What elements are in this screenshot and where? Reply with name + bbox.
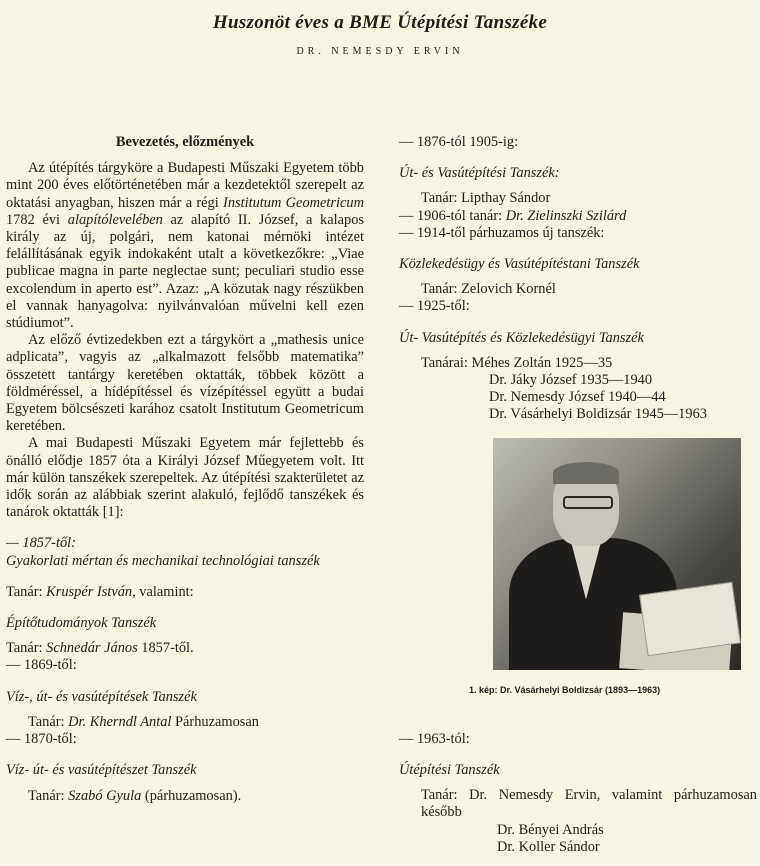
year-1869: — 1869-től: [6,657,77,674]
teacher-1876: Tanár: Lipthay Sándor [421,190,551,207]
teacher-1914: Tanár: Zelovich Kornél [421,281,556,298]
teacher-1870-note: (párhuzamosan). [141,787,242,804]
year-1925: — 1925-től: [399,298,470,315]
teacher-1869-label: Tanár: [28,713,69,730]
paragraph-1 [6,160,364,332]
p1-text-a: Az útépítés tárgyköre a Budapesti Műszaki Egyetem több mint 200 éves előtörténetében már a kezdetektől szerepelt az oktatási anyagban, hiszen már a régi [6,160,364,211]
right-column [399,134,757,856]
teacher-1857-suffix: valamint: [135,583,194,600]
teacher-1857-label: Tanár: [6,583,47,600]
year-1870: — 1870-től: [6,731,77,748]
chair-epitotudomanyok: Építőtudományok Tanszék [6,615,157,632]
teacher-epito-label: Tanár: [6,640,47,657]
teachers-label: Tanárai: [421,354,472,371]
teacher-1906 [399,208,757,225]
photo-glasses-shape [563,496,613,509]
chair-1963: Útépítési Tanszék [399,762,500,779]
chair-1870: Víz- út- és vasútépítészet Tanszék [6,762,197,779]
article-title: Huszonöt éves a BME Útépítési Tanszéke [212,12,548,33]
teacher-1869-note: Párhuzamosan [171,713,259,730]
teacher-1906-name: Dr. Zielinszki Szilárd [505,207,627,224]
year-1914: — 1914-től párhuzamos új tanszék: [399,224,605,241]
teacher-koller: Dr. Koller Sándor [497,838,600,855]
teacher-mehes: Méhes Zoltán 1925—35 [471,354,613,371]
teacher-1870-name: Szabó Gyula [68,787,142,804]
photo-hair-shape [553,462,619,484]
section-heading: Bevezetés, előzmények [115,134,255,150]
teacher-epito-name: Schnedár János [46,640,138,657]
paragraph-2: Az előző évtizedekben ezt a tárgykört a „mathesis unice adplicata”, vagyis az „alkalmazott felsőbb matematika” összetett tantárgy keretében oktatták, többek között a földméréssel, a hídépítéssel és vízépítéssel együtt a budai Egyetem bölcsészeti karához csatolt Institutum Geometricum keretében. [6,332,364,435]
teacher-nemesdy-jozsef: Dr. Nemesdy József 1940—44 [489,389,666,406]
paragraph-3: A mai Budapesti Műszaki Egyetem már fejlettebb és önálló elődje 1857 óta a Királyi József Műegyetem volt. Itt már külön tanszékek szerepeltek. Az útépítési szakterületet az idők során az alábbiak szerint alakuló, fejlődő tanszékek és tanárok oktatták [1]: [6,435,364,521]
p1-alapitolevel: alapítólevelében [67,211,163,228]
teacher-1869 [6,714,364,731]
article-author: DR. NEMESDY ERVIN [296,46,464,57]
teacher-1963: Tanár: Dr. Nemesdy Ervin, valamint párhuzamosan később [421,787,757,821]
year-1857: — 1857-től: [6,535,76,552]
teacher-1870-label: Tanár: [28,787,69,804]
chair-1857: Gyakorlati mértan és mechanikai technológiai tanszék [6,552,320,569]
p1-text-c: 1782 évi [6,211,68,228]
portrait-photo [493,438,741,670]
chair-1914: Közlekedésügy és Vasútépítéstani Tanszék [399,256,640,273]
teacher-jaky: Dr. Jáky József 1935—1940 [489,372,653,389]
teacher-1906-label: — 1906-tól tanár: [399,207,506,224]
p1-institutum: Institutum Geometricum [223,194,364,211]
teacher-benyei: Dr. Bényei András [497,821,604,838]
teacher-1869-name: Dr. Kherndl Antal [68,713,172,730]
chair-1869: Víz-, út- és vasútépítések Tanszék [6,688,197,705]
teacher-epitotudomanyok [6,640,364,657]
year-1963: — 1963-tól: [399,730,470,747]
left-column [6,134,364,805]
photo-open-book-shape [639,581,741,655]
photo-caption: 1. kép: Dr. Vásárhelyi Boldizsár (1893—1963) [469,684,661,695]
teacher-1857 [6,584,364,601]
chair-1876: Út- és Vasútépítési Tanszék: [399,165,560,182]
teacher-vasarhelyi: Dr. Vásárhelyi Boldizsár 1945—1963 [489,406,707,423]
teacher-1870 [6,788,364,805]
year-1876: — 1876-tól 1905-ig: [399,134,519,150]
teacher-epito-year: 1857-től. [137,640,194,657]
p1-text-e: az alapító II. József, a kalapos király az új, polgári, nem katonai mérnöki intézet felállításának egyik indokaként utalt a következőkre: „Viae publicae magna in parte neglectae sunt; peculiari studio esse excolendum in aperto est”. Azaz: „A közutak nagy részükben el vannak hanyagolva: nyilvánvalóan művelni kell ezen stúdiumot”. [6,211,365,332]
teachers-1925 [399,355,757,372]
teacher-1857-name: Kruspér István, [46,583,136,600]
chair-1925: Út- Vasútépítés és Közlekedésügyi Tanszék [399,329,644,346]
